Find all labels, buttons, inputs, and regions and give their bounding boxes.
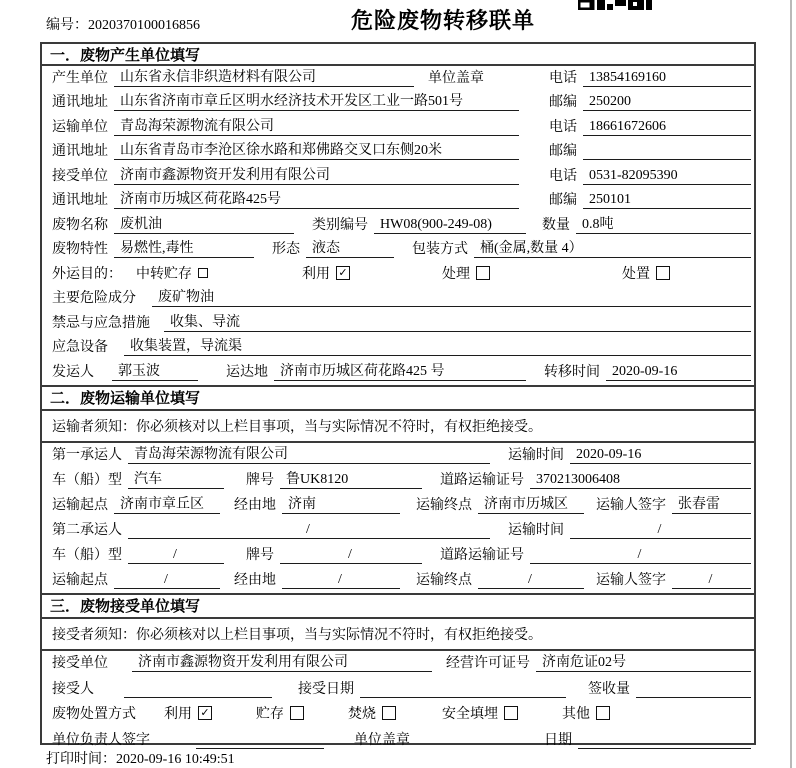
disposal-method-label: 废物处置方式 [52,707,136,723]
producer-zip-label: 邮编 [549,95,577,110]
vehicle-type-value-1: 汽车 [128,468,224,489]
route-start-label-2: 运输起点 [52,572,108,588]
producer-value: 山东省永信非织造材料有限公司 [114,66,414,87]
second-carrier-label: 第二承运人 [52,522,122,538]
receiver-zip-label: 邮编 [549,193,577,208]
transporter-row [42,115,754,140]
taboo-measures-label: 禁忌与应急措施 [52,315,150,331]
route-row-1 [42,493,754,518]
hazard-component-row [42,287,754,312]
carrier-sign-label-1: 运输人签字 [596,497,666,513]
producer-row [42,66,754,91]
plate-value-2: / [280,547,422,564]
emergency-equipment-label: 应急设备 [52,340,108,355]
vehicle-row-2 [42,543,754,568]
producer-label: 产生单位 [52,70,108,86]
disposal-landfill-text: 安全填埋 [442,707,498,723]
receiver-notice: 接受者须知：你必须核对以上栏目事项，当与实际情况不符时，有权拒绝接受。 [42,619,754,651]
road-permit-label-2: 道路运输证号 [440,547,524,563]
signed-qty-label: 签收量 [588,681,630,697]
transfer-time-value: 2020-09-16 [606,364,751,381]
transporter-phone-label: 电话 [549,119,577,135]
transport-time-label-1: 运输时间 [508,447,564,463]
document-number-label: 编号： [46,18,88,33]
hazard-component-label: 主要危险成分 [52,291,136,306]
unit-stamp-label-2: 单位盖章 [354,732,410,748]
disposal-landfill-checkbox [504,706,518,720]
vehicle-row-1 [42,468,754,493]
producer-phone-value: 13854169160 [583,70,751,87]
disposal-incinerate-checkbox [382,706,396,720]
dispatcher-value: 郭玉波 [112,360,198,381]
transporter-address-value: 山东省青岛市李沧区徐水路和郑佛路交叉口东侧20米 [114,139,519,160]
waste-property-label: 废物特性 [52,242,108,257]
emergency-equipment-row [42,336,754,361]
waste-form-label: 形态 [272,242,300,257]
road-permit-value-2: / [530,547,751,564]
print-time-label: 打印时间： [46,752,116,767]
waste-property-row [42,238,754,263]
taboo-measures-row [42,311,754,336]
purpose-dispose-checkbox [656,266,670,280]
transporter-address-row [42,140,754,165]
accepting-unit-row [42,651,754,677]
route-end-label-2: 运输终点 [416,572,472,588]
plate-value-1: 鲁UK8120 [280,468,422,489]
purpose-option-treat [442,263,490,283]
emergency-equipment-value: 收集装置，导流渠 [124,335,751,356]
qr-code-fragment [578,0,652,10]
disposal-storage-checkbox [290,706,304,720]
sign-date-label: 日期 [544,732,572,748]
unit-stamp-label: 单位盖章 [428,70,484,86]
plate-label-1: 牌号 [246,472,274,488]
vehicle-type-value-2: / [128,547,224,564]
purpose-transit-storage-checkbox [198,268,208,278]
purpose-treat-checkbox [476,266,490,280]
page-title: 危险废物转移联单 [350,8,535,33]
producer-address-row [42,91,754,116]
disposal-option-incinerate [348,703,396,723]
packing-label: 包装方式 [412,242,468,257]
dispatcher-label: 发运人 [52,364,94,380]
purpose-dispose-text: 处置 [622,266,650,282]
disposal-utilize-text: 利用 [164,707,192,723]
transfer-time-label: 转移时间 [544,364,600,380]
license-value: 济南危证02号 [536,651,751,672]
section-2-header: 二．废物运输单位填写 [42,385,754,411]
first-carrier-value: 青岛海荣源物流有限公司 [128,443,490,464]
section-1-header: 一．废物产生单位填写 [42,44,754,66]
accept-date-label: 接受日期 [298,681,354,697]
carrier-sign-value-2: / [672,572,751,589]
hazard-component-value: 废矿物油 [152,286,751,307]
purpose-transit-storage-text: 中转贮存 [136,266,192,282]
disposal-incinerate-text: 焚烧 [348,707,376,723]
first-carrier-label: 第一承运人 [52,447,122,463]
acceptor-value [124,697,272,698]
route-start-label-1: 运输起点 [52,497,108,513]
carrier-sign-value-1: 张春雷 [672,493,751,514]
document-number-value: 2020370100016856 [88,18,200,33]
receiver-row [42,164,754,189]
responsible-sign-label: 单位负责人签字 [52,732,150,748]
transporter-address-label: 通讯地址 [52,144,108,159]
accept-date-value [360,697,566,698]
receiver-zip-value: 250101 [583,192,751,209]
disposal-option-landfill [442,703,518,723]
transport-time-label-2: 运输时间 [508,522,564,538]
acceptor-label: 接受人 [52,681,94,697]
producer-phone-label: 电话 [549,70,577,86]
road-permit-value-1: 370213006408 [530,472,751,489]
producer-address-label: 通讯地址 [52,95,108,110]
road-permit-label-1: 道路运输证号 [440,472,524,488]
transport-time-value-2: / [570,522,751,539]
purpose-option-transit-storage [136,263,208,283]
section-3-header: 三．废物接受单位填写 [42,593,754,619]
producer-address-value: 山东省济南市章丘区明水经济技术开发区工业一路501号 [114,90,519,111]
route-end-label-1: 运输终点 [416,497,472,513]
receiver-phone-value: 0531-82095390 [583,168,751,185]
purpose-option-dispose [622,263,670,283]
receiver-phone-label: 电话 [549,168,577,184]
transfer-purpose-row [42,262,754,287]
transporter-phone-value: 18661672606 [583,119,751,136]
transporter-zip-label: 邮编 [549,144,577,159]
waste-name-value: 废机油 [114,213,294,234]
vehicle-type-label-1: 车（船）型 [52,472,122,488]
transporter-value: 青岛海荣源物流有限公司 [114,115,519,136]
disposal-other-checkbox [596,706,610,720]
transport-time-value-1: 2020-09-16 [570,447,751,464]
route-end-value-2: / [478,572,584,589]
carrier-sign-label-2: 运输人签字 [596,572,666,588]
disposal-other-text: 其他 [562,707,590,723]
route-via-label-1: 经由地 [234,497,276,513]
disposal-storage-text: 贮存 [256,707,284,723]
taboo-measures-value: 收集、导流 [164,311,751,332]
signed-qty-value [636,697,751,698]
page-edge-line [790,0,792,768]
waste-name-row [42,213,754,238]
accepting-unit-value: 济南市鑫源物资开发利用有限公司 [132,651,432,672]
waste-category-value: HW08(900-249-08) [374,217,526,234]
receiver-value: 济南市鑫源物资开发利用有限公司 [114,164,519,185]
receiver-address-label: 通讯地址 [52,193,108,208]
route-row-2 [42,568,754,593]
packing-value: 桶(金属,数量 4） [474,237,751,258]
manifest-form-table [40,42,756,748]
route-via-label-2: 经由地 [234,572,276,588]
print-time-value: 2020-09-16 10:49:51 [116,752,235,767]
waste-qty-label: 数量 [542,217,570,233]
route-start-value-1: 济南市章丘区 [114,493,220,514]
receiver-address-value: 济南市历城区荷花路425号 [114,188,519,209]
first-carrier-row [42,443,754,468]
second-carrier-value: / [128,522,490,539]
second-carrier-row [42,518,754,543]
waste-form-value: 液态 [306,237,394,258]
route-end-value-1: 济南市历城区 [478,493,584,514]
disposal-option-storage [256,703,304,723]
waste-property-value: 易燃性,毒性 [114,237,254,258]
transporter-label: 运输单位 [52,119,108,135]
route-start-value-2: / [114,572,220,589]
transporter-zip-value [583,159,751,160]
waste-name-label: 废物名称 [52,217,108,233]
transporter-notice: 运输者须知：你必须核对以上栏目事项，当与实际情况不符时，有权拒绝接受。 [42,411,754,443]
receiver-address-row [42,189,754,214]
receiver-label: 接受单位 [52,168,108,184]
vehicle-type-label-2: 车（船）型 [52,547,122,563]
producer-zip-value: 250200 [583,94,751,111]
route-via-value-1: 济南 [282,493,400,514]
purpose-utilize-text: 利用 [302,266,330,282]
acceptor-row [42,676,754,702]
purpose-treat-text: 处理 [442,266,470,282]
disposal-utilize-checkbox: ✓ [198,706,212,720]
transfer-purpose-label: 外运目的： [52,266,122,282]
disposal-method-row [42,702,754,728]
destination-label: 运达地 [226,364,268,380]
waste-category-label: 类别编号 [312,217,368,233]
destination-value: 济南市历城区荷花路425 号 [274,360,526,381]
route-via-value-2: / [282,572,400,589]
sign-date-value [578,748,751,749]
disposal-option-utilize [164,703,212,723]
purpose-utilize-checkbox: ✓ [336,266,350,280]
waste-qty-value: 0.8吨 [576,213,751,234]
dispatch-row [42,360,754,385]
print-time [46,748,235,768]
accepting-unit-label: 接受单位 [52,656,108,672]
plate-label-2: 牌号 [246,547,274,563]
disposal-option-other [562,703,610,723]
license-label: 经营许可证号 [446,656,530,672]
purpose-option-utilize [302,263,350,283]
